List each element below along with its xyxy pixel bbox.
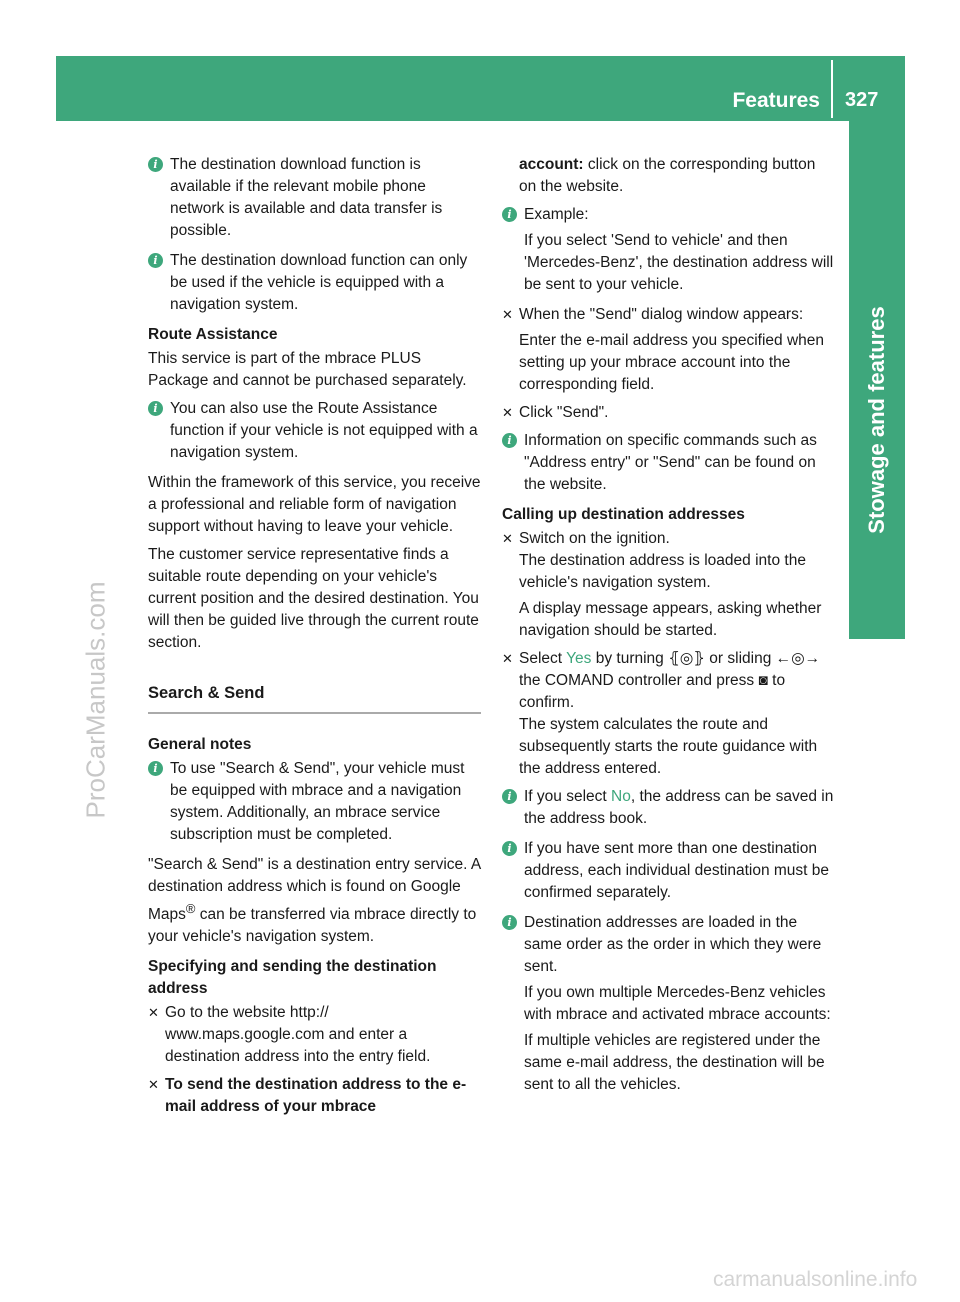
text-run: can be transferred via mbrace directly to your vehicle's navigation system. bbox=[148, 906, 477, 946]
text-run: to confirm. bbox=[519, 672, 786, 711]
info-icon: i bbox=[148, 157, 163, 172]
info-subtext: If multiple vehicles are registered under the same e-mail address, the destination will be sent to all the vehicles. bbox=[524, 1032, 825, 1093]
calling-heading: Calling up destination addresses bbox=[502, 506, 745, 523]
info-text: The destination download function can only be used if the vehicle is equipped with a navigation system. bbox=[170, 252, 468, 313]
watermark-bottom: carmanualsonline.info bbox=[713, 1268, 918, 1291]
info-text: You can also use the Route Assistance function if your vehicle is not equipped with a navigation system. bbox=[170, 400, 478, 461]
step-subtext: A display message appears, asking whether navigation should be started. bbox=[519, 600, 822, 639]
paragraph: The customer service representative finds a suitable route depending on your vehicle's current position and the desired destination. You will then be guided live through the current route section. bbox=[148, 546, 479, 651]
header-divider bbox=[831, 60, 833, 118]
display-option-no: No bbox=[611, 788, 631, 805]
paragraph: This service is part of the mbrace PLUS Package and cannot be purchased separately. bbox=[148, 350, 467, 389]
left-column bbox=[148, 154, 481, 1124]
step bbox=[148, 1002, 481, 1068]
arrow-step-icon: ✕ bbox=[502, 405, 513, 420]
info-icon: i bbox=[502, 207, 517, 222]
info-note bbox=[502, 786, 834, 830]
text-run: If you select bbox=[524, 788, 612, 805]
text-run: , the address can be saved in the address book. bbox=[524, 788, 834, 827]
step bbox=[502, 648, 834, 780]
info-text: If you have sent more than one destination address, each individual destination must be confirmed separately. bbox=[524, 840, 830, 901]
step-subtext: Enter the e-mail address you specified when setting up your mbrace account into the corresponding field. bbox=[519, 332, 824, 393]
info-note bbox=[502, 430, 834, 496]
info-subtext: If you own multiple Mercedes-Benz vehicles with mbrace and activated mbrace accounts: bbox=[524, 984, 831, 1023]
text-run: click on the corresponding button on the website. bbox=[519, 156, 816, 195]
controller-slide-icon: ←◎→ bbox=[775, 650, 821, 667]
controller-press-icon: ◙ bbox=[758, 672, 768, 689]
info-text: Example: bbox=[524, 206, 589, 223]
step-text: To send the destination address to the e-mail address of your mbrace bbox=[165, 1076, 467, 1116]
general-notes-heading: General notes bbox=[148, 736, 252, 753]
paragraph: Within the framework of this service, you receive a professional and reliable form of navigation support without having to leave your vehicle. bbox=[148, 474, 481, 535]
display-option-yes: Yes bbox=[566, 650, 592, 667]
paragraph bbox=[502, 154, 834, 198]
paragraph bbox=[148, 854, 481, 948]
arrow-step-icon: ✕ bbox=[502, 307, 513, 322]
info-note bbox=[148, 250, 481, 316]
page-number: 327 bbox=[845, 89, 879, 111]
step-text: Go to the website http:// www.maps.google.com and enter a destination address into the entry field. bbox=[165, 1004, 431, 1066]
info-subtext: If you select 'Send to vehicle' and then 'Mercedes-Benz', the destination address will be sent to your vehicle. bbox=[524, 232, 834, 293]
step-text: When the "Send" dialog window appears: bbox=[519, 306, 804, 323]
specify-heading: Specifying and sending the destination address bbox=[148, 958, 437, 998]
info-icon: i bbox=[502, 915, 517, 930]
info-text: The destination download function is available if the relevant mobile phone network is available and data transfer is possible. bbox=[170, 156, 443, 239]
info-note bbox=[502, 204, 834, 296]
route-assistance-heading: Route Assistance bbox=[148, 326, 278, 343]
step-text: Switch on the ignition. bbox=[519, 530, 670, 547]
step bbox=[148, 1074, 481, 1118]
info-note bbox=[148, 154, 481, 242]
step-text: Click "Send". bbox=[519, 404, 609, 421]
step bbox=[502, 528, 834, 642]
right-column bbox=[502, 154, 834, 1104]
arrow-step-icon: ✕ bbox=[502, 531, 513, 546]
info-note bbox=[502, 838, 834, 904]
info-text: Information on specific commands such as "Address entry" or "Send" can be found on the website. bbox=[524, 432, 817, 493]
arrow-step-icon: ✕ bbox=[148, 1005, 159, 1021]
info-text: Destination addresses are loaded in the same order as the order in which they were sent. bbox=[524, 914, 822, 975]
step-subtext: The destination address is loaded into the vehicle's navigation system. bbox=[519, 552, 806, 591]
text-run: by turning bbox=[591, 650, 669, 667]
info-note bbox=[148, 398, 481, 464]
text-run: the COMAND controller and press bbox=[519, 672, 759, 689]
arrow-step-icon: ✕ bbox=[148, 1077, 159, 1093]
step-subtext: The system calculates the route and subsequently starts the route guidance with the address entered. bbox=[519, 716, 818, 777]
section-title: Search & Send bbox=[148, 682, 481, 714]
info-icon: i bbox=[148, 761, 163, 776]
controller-rotate-icon: ⦃◎⦄ bbox=[668, 650, 705, 667]
side-section-label: Stowage and features bbox=[864, 306, 889, 534]
info-text: To use "Search & Send", your vehicle must be equipped with mbrace and a navigation system. Additionally, an mbrace service subscription must be completed. bbox=[170, 760, 465, 843]
info-note bbox=[502, 912, 834, 1096]
arrow-step-icon: ✕ bbox=[502, 651, 513, 666]
info-icon: i bbox=[148, 253, 163, 268]
info-icon: i bbox=[502, 841, 517, 856]
text-run: Select bbox=[519, 650, 567, 667]
info-note bbox=[148, 758, 481, 846]
info-icon: i bbox=[502, 433, 517, 448]
header-title: Features bbox=[732, 89, 820, 112]
info-icon: i bbox=[148, 401, 163, 416]
step bbox=[502, 402, 834, 424]
text-run: account: bbox=[519, 156, 584, 173]
step bbox=[502, 304, 834, 396]
watermark-left: ProCarManuals.com bbox=[80, 581, 111, 819]
text-run: or sliding bbox=[704, 650, 776, 667]
text-run: "Search & Send" is a destination entry service. A destination address which is found on Google Maps bbox=[148, 856, 481, 924]
registered-mark: ® bbox=[185, 901, 196, 916]
side-tab-marker bbox=[849, 596, 905, 639]
info-icon: i bbox=[502, 789, 517, 804]
